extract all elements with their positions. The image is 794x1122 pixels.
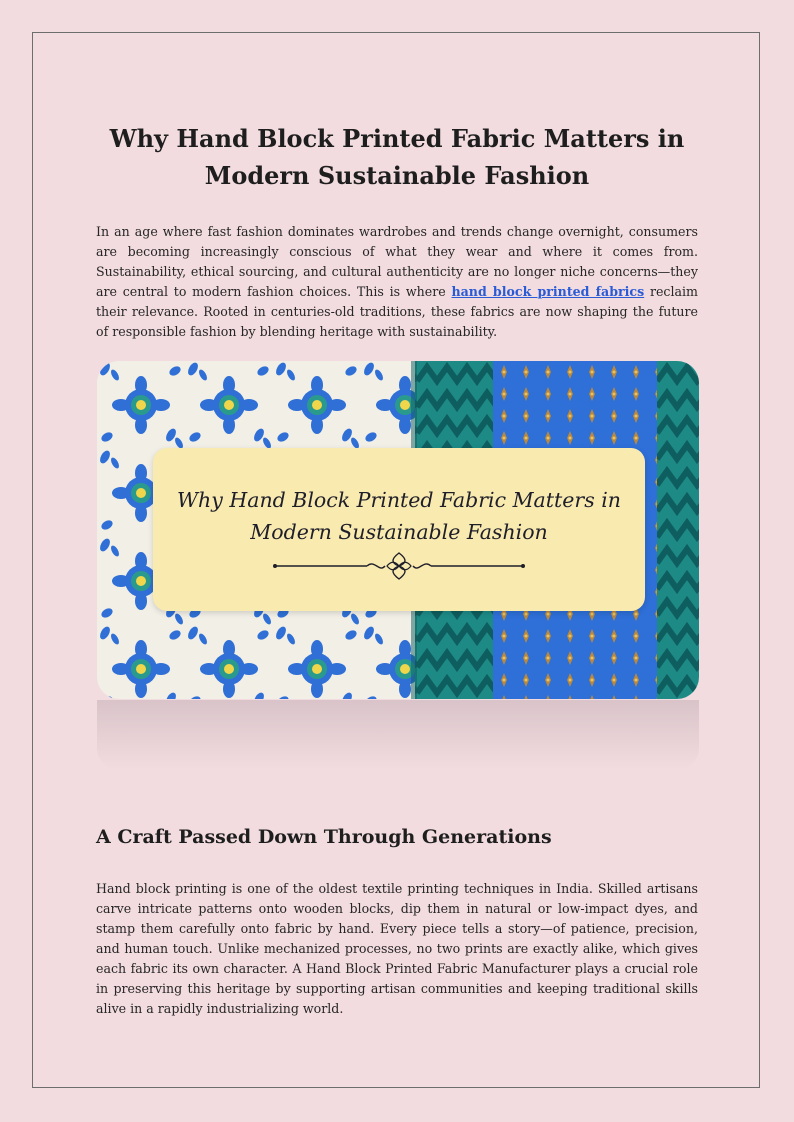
intro-text-before-link: In an age where fast fashion dominates wardrobes and trends change overnight, consumers are becoming increasingly conscious of what they wear and where it comes from. Sustainability, ethical sourcing, and cultural authenticity are no longer niche concerns—they are central to modern fashion choices. This is where <box>96 224 698 299</box>
hero-title <box>153 484 645 548</box>
section-heading: A Craft Passed Down Through Generations <box>96 826 552 848</box>
title-line-2: Modern Sustainable Fashion <box>204 161 590 190</box>
title-line-1: Why Hand Block Printed Fabric Matters in <box>109 124 685 153</box>
hero-title-line-1: Why Hand Block Printed Fabric Matters in <box>176 488 621 512</box>
intro-paragraph <box>96 222 698 342</box>
hero-title-line-2: Modern Sustainable Fashion <box>250 520 548 544</box>
page-title <box>96 120 698 194</box>
intro-text-after-link: reclaim their relevance. Rooted in centuries-old traditions, these fabrics are now shaping the future of responsible fashion by blending heritage with sustainability. <box>96 284 698 339</box>
hand-block-printed-fabrics-link[interactable]: hand block printed fabrics <box>451 284 645 299</box>
flourish-divider-icon <box>271 551 527 581</box>
banner-reflection <box>97 700 699 770</box>
section-paragraph: Hand block printing is one of the oldest textile printing techniques in India. Skilled artisans carve intricate patterns onto wooden blocks, dip them in natural or low-impact dyes, and stamp them carefully onto fabric by hand. Every piece tells a story—of patience, precision, and human touch. Unlike mechanized processes, no two prints are exactly alike, which gives each fabric its own character. A Hand Block Printed Fabric Manufacturer plays a crucial role in preserving this heritage by supporting artisan communities and keeping traditional skills alive in a rapidly industrializing world. <box>96 881 698 1016</box>
hero-title-card <box>153 448 645 611</box>
